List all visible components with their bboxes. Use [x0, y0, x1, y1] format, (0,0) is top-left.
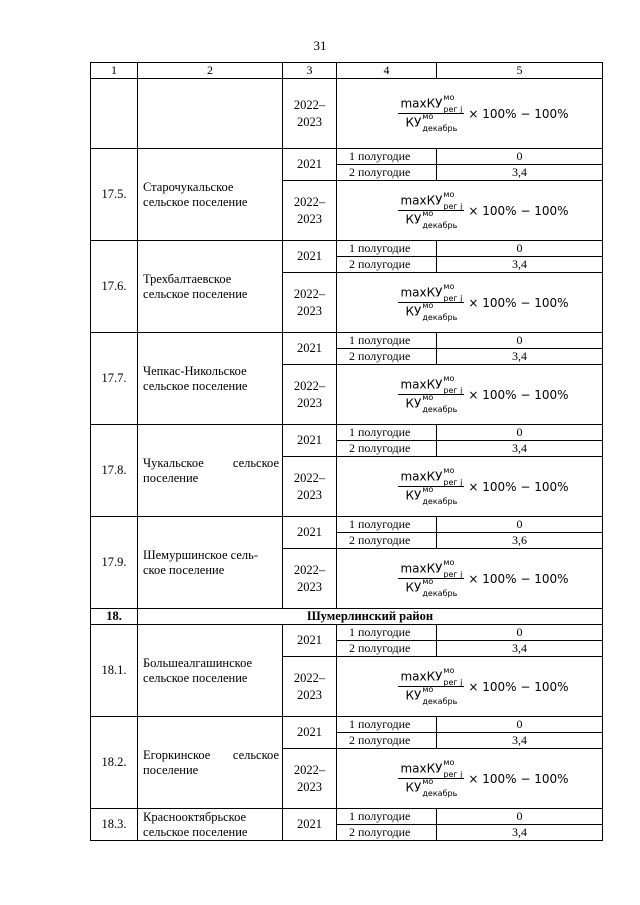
- formula-num-sub: рег j: [443, 105, 463, 114]
- formula-fraction: [398, 466, 464, 506]
- formula-tail: × 100% − 100%: [468, 571, 569, 586]
- header-cell: 3: [283, 63, 337, 79]
- value-cell: 3,4: [437, 257, 603, 273]
- formula-num-base: maxКУ: [400, 285, 443, 300]
- formula: [337, 558, 602, 598]
- year-range: [283, 181, 337, 241]
- formula-num-sub: рег j: [443, 294, 463, 303]
- formula-den-sub: декабрь: [422, 405, 458, 414]
- formula-num-sub: рег j: [443, 478, 463, 487]
- formula: [337, 466, 602, 506]
- half-year-label: 2 полугодие: [337, 349, 437, 365]
- formula-den-sup: мо: [422, 777, 434, 786]
- year-2021: 2021: [283, 625, 337, 657]
- value-cell: 0: [437, 625, 603, 641]
- formula-tail: × 100% − 100%: [468, 106, 569, 121]
- formula-num-sup: мо: [443, 374, 455, 383]
- settlement-name: Трехбалтаевское сельское поселение: [138, 241, 283, 333]
- table-row: [91, 425, 603, 441]
- half-year-label: 1 полугодие: [337, 425, 437, 441]
- formula-denominator: [404, 395, 460, 412]
- year-range: [283, 457, 337, 517]
- value-cell: 3,4: [437, 165, 603, 181]
- formula-num-sup: мо: [443, 758, 455, 767]
- section-title: Шумерлинский район: [138, 609, 603, 625]
- formula-den-base: КУ: [405, 780, 422, 795]
- year-2021: 2021: [283, 425, 337, 457]
- half-year-label: 1 полугодие: [337, 717, 437, 733]
- half-year-label: 1 полугодие: [337, 517, 437, 533]
- formula-num-base: maxКУ: [400, 669, 443, 684]
- formula-den-base: КУ: [405, 488, 422, 503]
- value-cell: 0: [437, 425, 603, 441]
- settlement-name: Чепкас-Никольское сельское поселение: [138, 333, 283, 425]
- formula-den-base: КУ: [405, 304, 422, 319]
- value-cell: 3,4: [437, 825, 603, 841]
- formula-den-sub: декабрь: [422, 124, 458, 133]
- half-year-label: 2 полугодие: [337, 441, 437, 457]
- year-range-text: 2022– 2023: [293, 97, 326, 129]
- formula-num-sup: мо: [443, 466, 455, 475]
- half-year-label: 1 полугодие: [337, 149, 437, 165]
- value-cell: 0: [437, 717, 603, 733]
- year-range-text: 2022– 2023: [293, 670, 326, 702]
- formula-cell: [337, 549, 603, 609]
- half-year-label: 2 полугодие: [337, 733, 437, 749]
- half-year-label: 2 полугодие: [337, 257, 437, 273]
- formula-den-base: КУ: [405, 580, 422, 595]
- page-number: 31: [313, 38, 327, 53]
- formula: [337, 374, 602, 414]
- table-row: [91, 333, 603, 349]
- formula-tail: × 100% − 100%: [468, 679, 569, 694]
- formula-denominator: [404, 579, 460, 596]
- formula-denominator: [404, 487, 460, 504]
- formula-num-sub: рег j: [443, 678, 463, 687]
- formula-tail: × 100% − 100%: [468, 295, 569, 310]
- table-row: [91, 241, 603, 257]
- value-cell: 0: [437, 809, 603, 825]
- value-cell: 3,4: [437, 441, 603, 457]
- header-cell: 4: [337, 63, 437, 79]
- row-number: 17.6.: [91, 241, 138, 333]
- settlement-name: Краснооктябрьское сельское поселение: [138, 809, 283, 841]
- section-number: 18.: [91, 609, 138, 625]
- formula-num-base: maxКУ: [400, 469, 443, 484]
- formula-den-sup: мо: [422, 209, 434, 218]
- half-year-label: 2 полугодие: [337, 641, 437, 657]
- value-cell: 3,4: [437, 641, 603, 657]
- row-number: 17.9.: [91, 517, 138, 609]
- value-cell: 3,4: [437, 349, 603, 365]
- formula-num-base: maxКУ: [400, 377, 443, 392]
- settlement-name: [138, 79, 283, 149]
- table-row: [91, 517, 603, 533]
- year-range-text: 2022– 2023: [293, 194, 326, 226]
- settlement-name: [138, 425, 283, 517]
- year-2021: 2021: [283, 333, 337, 365]
- year-range: [283, 549, 337, 609]
- half-year-label: 1 полугодие: [337, 809, 437, 825]
- formula-num-sub: рег j: [443, 386, 463, 395]
- year-2021: 2021: [283, 517, 337, 549]
- settlement-name: [138, 717, 283, 809]
- formula-num-sub: рег j: [443, 202, 463, 211]
- formula-fraction: [398, 558, 464, 598]
- settlement-name: Большеалгашинское сельское поселение: [138, 625, 283, 717]
- half-year-label: 2 полугодие: [337, 533, 437, 549]
- formula-fraction: [398, 666, 464, 706]
- formula-num-base: maxКУ: [400, 193, 443, 208]
- value-cell: 0: [437, 517, 603, 533]
- formula-den-sub: декабрь: [422, 697, 458, 706]
- year-range-text: 2022– 2023: [293, 286, 326, 318]
- formula-tail: × 100% − 100%: [468, 771, 569, 786]
- formula: [337, 190, 602, 230]
- formula-num-sup: мо: [443, 190, 455, 199]
- formula-fraction: [398, 190, 464, 230]
- formula-tail: × 100% − 100%: [468, 479, 569, 494]
- formula-num-sub: рег j: [443, 770, 463, 779]
- row-number: [91, 79, 138, 149]
- row-number: 17.5.: [91, 149, 138, 241]
- formula-num-sub: рег j: [443, 570, 463, 579]
- year-range-text: 2022– 2023: [293, 562, 326, 594]
- settlement-name-line: Чукальское сельское: [143, 455, 279, 470]
- year-range: [283, 79, 337, 149]
- formula-fraction: [398, 758, 464, 798]
- formula: [337, 758, 602, 798]
- formula-den-sub: декабрь: [422, 221, 458, 230]
- formula-tail: × 100% − 100%: [468, 203, 569, 218]
- formula: [337, 282, 602, 322]
- formula-cell: [337, 657, 603, 717]
- formula-den-sub: декабрь: [422, 497, 458, 506]
- formula-den-base: КУ: [405, 396, 422, 411]
- formula-den-base: КУ: [405, 212, 422, 227]
- year-range: [283, 365, 337, 425]
- formula-cell: [337, 457, 603, 517]
- formula-fraction: [398, 374, 464, 414]
- settlement-name: Шемуршинское сель-ское поселение: [138, 517, 283, 609]
- row-number: 17.8.: [91, 425, 138, 517]
- formula: [337, 93, 602, 133]
- formula-denominator: [404, 114, 460, 131]
- formula-cell: [337, 181, 603, 241]
- row-number: 18.2.: [91, 717, 138, 809]
- year-range: [283, 657, 337, 717]
- formula-num-sup: мо: [443, 558, 455, 567]
- year-range-text: 2022– 2023: [293, 762, 326, 794]
- header-row: [91, 63, 603, 79]
- year-range: [283, 749, 337, 809]
- formula-den-sub: декабрь: [422, 313, 458, 322]
- formula-denominator: [404, 211, 460, 228]
- formula-tail: × 100% − 100%: [468, 387, 569, 402]
- tariff-table: [90, 62, 603, 841]
- formula-cell: [337, 273, 603, 333]
- formula-denominator: [404, 779, 460, 796]
- formula-fraction: [398, 282, 464, 322]
- row-number: 18.1.: [91, 625, 138, 717]
- formula-den-sub: декабрь: [422, 589, 458, 598]
- formula-den-sup: мо: [422, 485, 434, 494]
- value-cell: 3,6: [437, 533, 603, 549]
- formula-den-sup: мо: [422, 112, 434, 121]
- formula-num-sup: мо: [443, 282, 455, 291]
- section-row: [91, 609, 603, 625]
- half-year-label: 1 полугодие: [337, 625, 437, 641]
- formula-den-sub: декабрь: [422, 789, 458, 798]
- formula-cell: [337, 749, 603, 809]
- formula: [337, 666, 602, 706]
- year-range-text: 2022– 2023: [293, 378, 326, 410]
- formula-num-sup: мо: [443, 93, 455, 102]
- formula-num-base: maxКУ: [400, 561, 443, 576]
- table-row: [91, 149, 603, 165]
- year-range-text: 2022– 2023: [293, 470, 326, 502]
- settlement-name-line: поселение: [143, 762, 199, 777]
- formula-num-base: maxКУ: [400, 761, 443, 776]
- table-row: [91, 625, 603, 641]
- formula-den-sup: мо: [422, 577, 434, 586]
- table-row: [91, 717, 603, 733]
- formula-den-base: КУ: [405, 115, 422, 130]
- year-2021: 2021: [283, 809, 337, 841]
- value-cell: 0: [437, 241, 603, 257]
- year-2021: 2021: [283, 241, 337, 273]
- row-number: 17.7.: [91, 333, 138, 425]
- value-cell: 0: [437, 333, 603, 349]
- formula-den-sup: мо: [422, 393, 434, 402]
- settlement-name-line: Егоркинское сельское: [143, 747, 279, 762]
- year-range: [283, 273, 337, 333]
- row-number: 18.3.: [91, 809, 138, 841]
- header-cell: 2: [138, 63, 283, 79]
- half-year-label: 2 полугодие: [337, 825, 437, 841]
- formula-den-sup: мо: [422, 301, 434, 310]
- formula-den-sup: мо: [422, 685, 434, 694]
- value-cell: 0: [437, 149, 603, 165]
- table-row: [91, 79, 603, 149]
- formula-cell: [337, 365, 603, 425]
- formula-cell: [337, 79, 603, 149]
- formula-num-sup: мо: [443, 666, 455, 675]
- table-row: [91, 809, 603, 825]
- half-year-label: 1 полугодие: [337, 333, 437, 349]
- settlement-name: Старочукальское сельское поселение: [138, 149, 283, 241]
- formula-denominator: [404, 687, 460, 704]
- value-cell: 3,4: [437, 733, 603, 749]
- half-year-label: 1 полугодие: [337, 241, 437, 257]
- header-cell: 1: [91, 63, 138, 79]
- formula-den-base: КУ: [405, 688, 422, 703]
- formula-num-base: maxКУ: [400, 96, 443, 111]
- formula-denominator: [404, 303, 460, 320]
- settlement-name-line: поселение: [143, 470, 199, 485]
- header-cell: 5: [437, 63, 603, 79]
- year-2021: 2021: [283, 717, 337, 749]
- half-year-label: 2 полугодие: [337, 165, 437, 181]
- formula-fraction: [398, 93, 464, 133]
- year-2021: 2021: [283, 149, 337, 181]
